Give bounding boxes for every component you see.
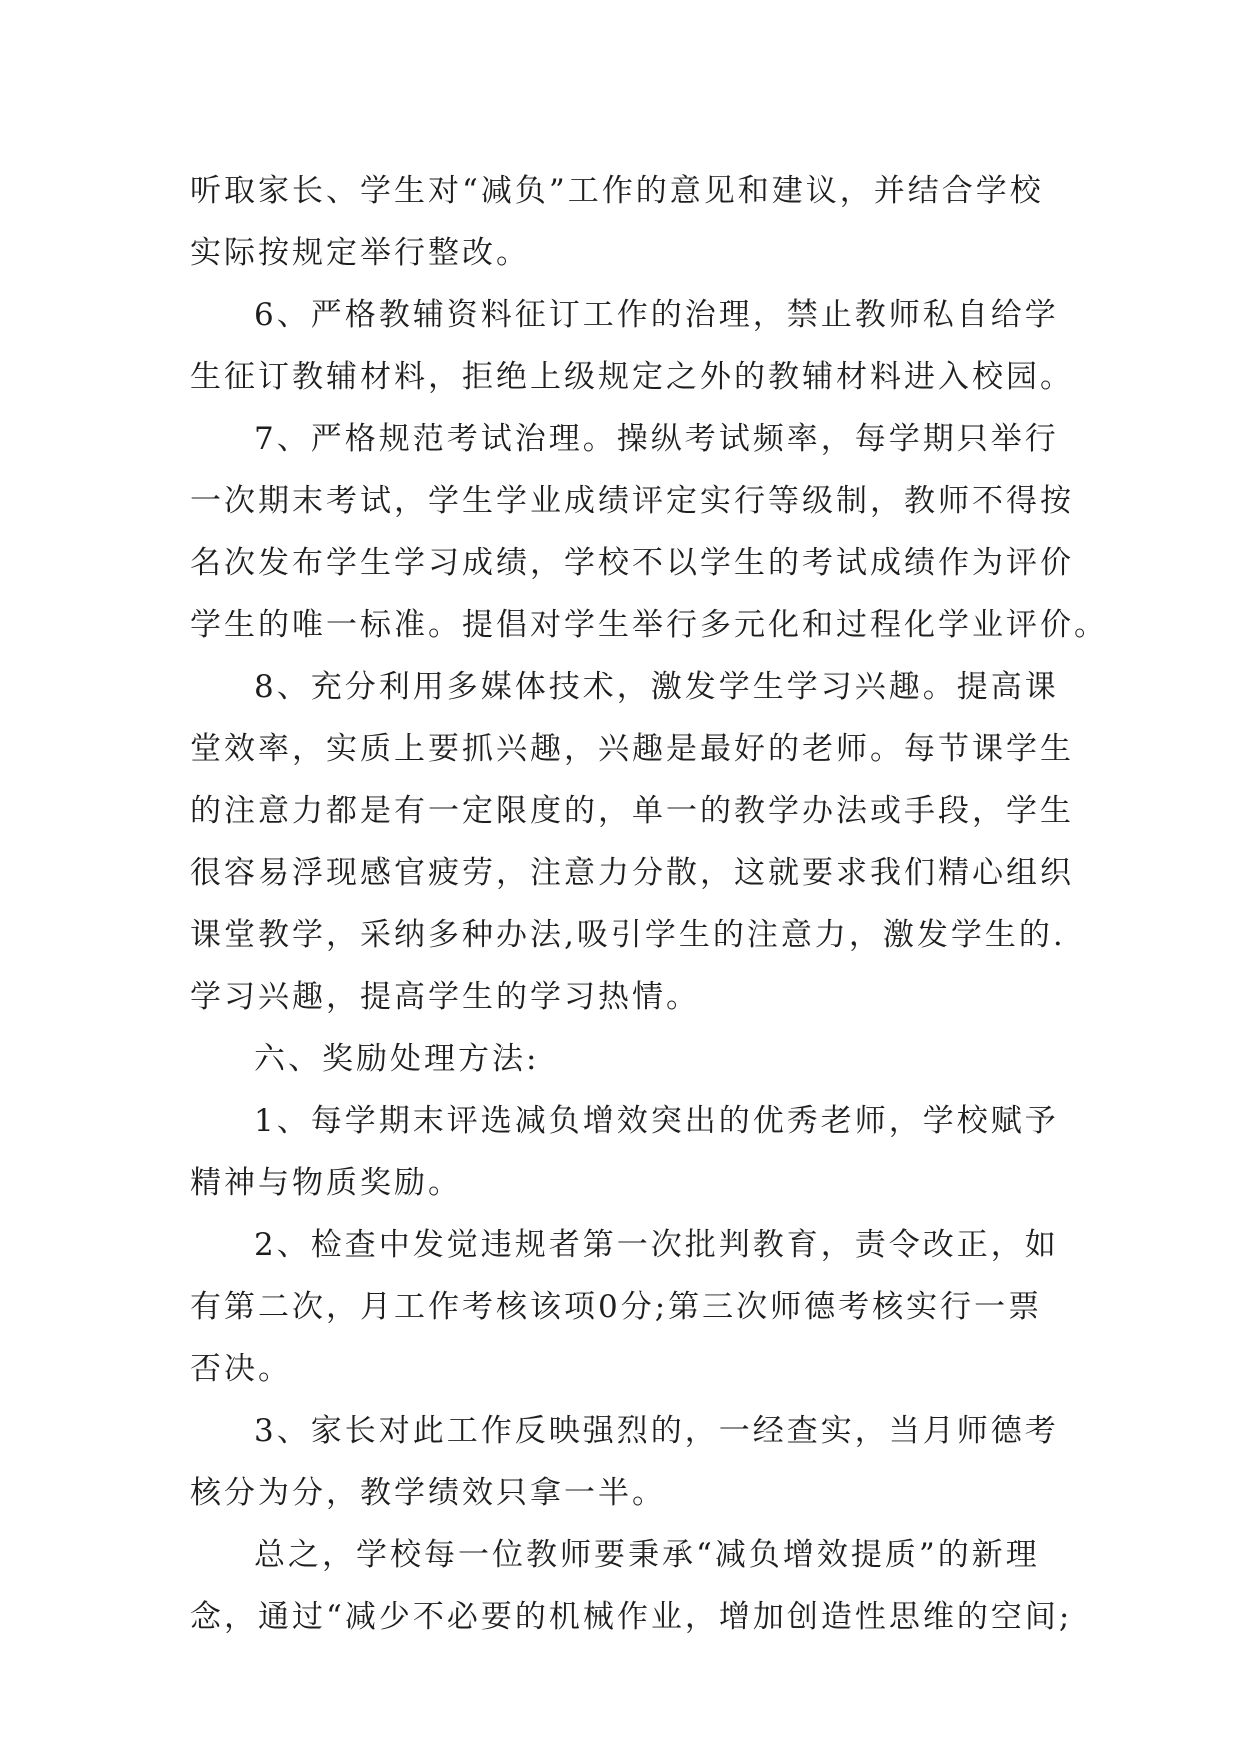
text-line: 7、严格规范考试治理。操纵考试频率，每学期只举行 bbox=[254, 421, 1059, 457]
text-line: 6、严格教辅资料征订工作的治理，禁止教师私自给学 bbox=[254, 297, 1059, 333]
text-line: 名次发布学生学习成绩，学校不以学生的考试成绩作为评价 bbox=[190, 545, 1074, 581]
section-heading: 六、奖励处理方法: bbox=[254, 1041, 540, 1077]
text-line: 否决。 bbox=[190, 1351, 292, 1387]
document-body bbox=[190, 160, 1108, 1648]
text-line: 3、家长对此工作反映强烈的，一经查实，当月师德考 bbox=[254, 1413, 1059, 1449]
text-line: 很容易浮现感官疲劳，注意力分散，这就要求我们精心组织 bbox=[190, 855, 1074, 891]
text-line: 有第二次，月工作考核该项0分;第三次师德考核实行一票 bbox=[190, 1289, 1043, 1325]
text-line: 1、每学期末评选减负增效突出的优秀老师，学校赋予 bbox=[254, 1103, 1059, 1139]
text-line: 精神与物质奖励。 bbox=[190, 1165, 462, 1201]
text-line: 总之，学校每一位教师要秉承“减负增效提质”的新理 bbox=[254, 1537, 1040, 1573]
text-line: 一次期末考试，学生学业成绩评定实行等级制，教师不得按 bbox=[190, 483, 1074, 519]
text-line: 8、充分利用多媒体技术，激发学生学习兴趣。提高课 bbox=[254, 669, 1059, 705]
text-line: 生征订教辅材料，拒绝上级规定之外的教辅材料进入校园。 bbox=[190, 359, 1074, 395]
text-line: 学习兴趣，提高学生的学习热情。 bbox=[190, 979, 700, 1015]
text-line: 2、检查中发觉违规者第一次批判教育，责令改正，如 bbox=[254, 1227, 1059, 1263]
text-line: 念，通过“减少不必要的机械作业，增加创造性思维的空间; bbox=[190, 1599, 1073, 1635]
text-line: 核分为分，教学绩效只拿一半。 bbox=[190, 1475, 666, 1511]
text-line: 实际按规定举行整改。 bbox=[190, 235, 530, 271]
text-line: 听取家长、学生对“减负”工作的意见和建议，并结合学校 bbox=[190, 173, 1044, 209]
text-line: 的注意力都是有一定限度的，单一的教学办法或手段，学生 bbox=[190, 793, 1074, 829]
text-line: 学生的唯一标准。提倡对学生举行多元化和过程化学业评价。 bbox=[190, 607, 1108, 643]
text-line: 课堂教学，采纳多种办法,吸引学生的注意力，激发学生的. bbox=[190, 917, 1066, 953]
text-line: 堂效率，实质上要抓兴趣，兴趣是最好的老师。每节课学生 bbox=[190, 731, 1074, 767]
